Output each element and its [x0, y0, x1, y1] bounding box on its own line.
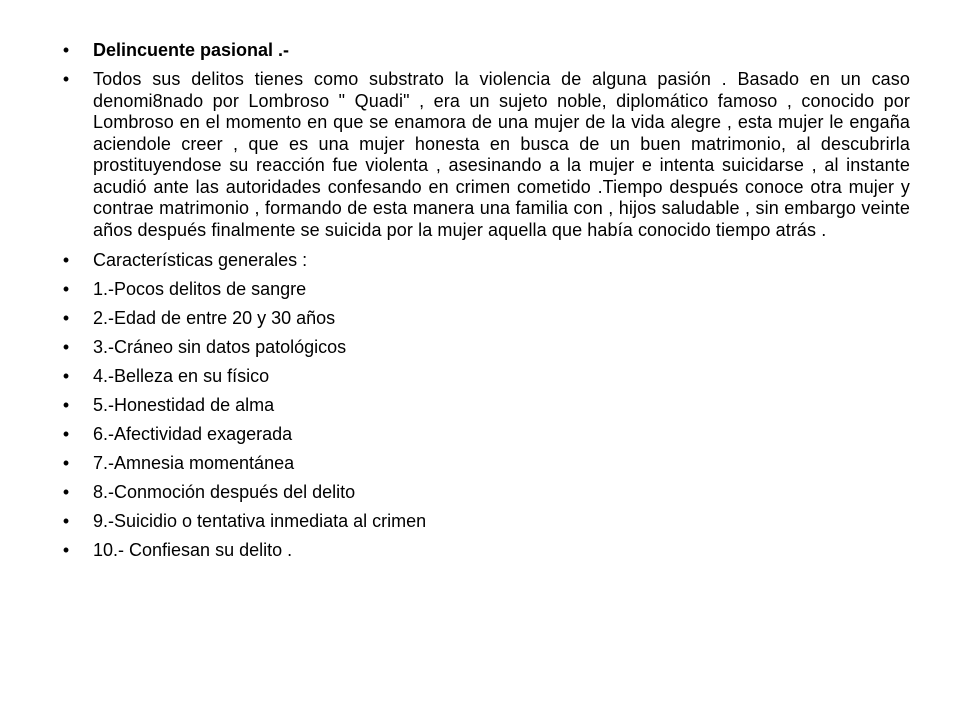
paragraph-text: Todos sus delitos tienes como substrato la violencia de alguna pasión . Basado en un caso denomi8nado por Lombroso " Quadi" , era un sujeto noble, diplomático famoso , conocido por Lombroso en el momento en que se enamora de una mujer de la vida alegre , esta mujer le engaña aciendole creer , que es una mujer honesta en busca de un buen matrimonio, al descubrirla prostituyendose su reacción fue violenta , asesinando a la mujer e intenta suicidarse , al instante acudió ante las autoridades confesando en crimen cometido .Tiempo después conoce otra mujer y contrae matrimonio , formando de esta manera una familia con , hijos saludable , sin embargo veinte años después finalmente se suicida por la mujer aquella que había conocido tiempo atrás . [93, 69, 910, 240]
bullet-icon: • [62, 250, 70, 270]
list-item-text: 10.- Confiesan su delito . [93, 540, 293, 560]
list-item-text: 2.-Edad de entre 20 y 30 años [93, 308, 336, 328]
bullet-icon: • [62, 279, 70, 299]
subheading-text: Características generales : [93, 250, 308, 270]
list-item-text: 8.-Conmoción después del delito [93, 482, 356, 502]
bullet-icon: • [62, 69, 70, 89]
bullet-icon: • [62, 308, 70, 328]
list-item [60, 424, 910, 445]
bullet-heading [60, 40, 910, 61]
list-item [60, 395, 910, 416]
list-item-text: 7.-Amnesia momentánea [93, 453, 295, 473]
bullet-icon: • [62, 40, 70, 60]
list-item [60, 453, 910, 474]
list-item [60, 279, 910, 300]
bullet-icon: • [62, 366, 70, 386]
list-item [60, 511, 910, 532]
list-item-text: 4.-Belleza en su físico [93, 366, 270, 386]
bullet-icon: • [62, 424, 70, 444]
list-item-text: 6.-Afectividad exagerada [93, 424, 293, 444]
bullet-icon: • [62, 453, 70, 473]
list-item [60, 540, 910, 561]
list-item-text: 5.-Honestidad de alma [93, 395, 275, 415]
bullet-paragraph [60, 69, 910, 241]
bullet-icon: • [62, 482, 70, 502]
bullet-subheading [60, 250, 910, 271]
list-item-text: 9.-Suicidio o tentativa inmediata al crimen [93, 511, 427, 531]
bullet-icon: • [62, 511, 70, 531]
list-item [60, 366, 910, 387]
list-item-text: 3.-Cráneo sin datos patológicos [93, 337, 347, 357]
bullet-list [60, 40, 910, 569]
bullet-icon: • [62, 337, 70, 357]
list-item [60, 482, 910, 503]
list-item [60, 308, 910, 329]
list-item-text: 1.-Pocos delitos de sangre [93, 279, 307, 299]
bullet-icon: • [62, 540, 70, 560]
heading-text: Delincuente pasional .- [93, 40, 290, 60]
list-item [60, 337, 910, 358]
bullet-icon: • [62, 395, 70, 415]
